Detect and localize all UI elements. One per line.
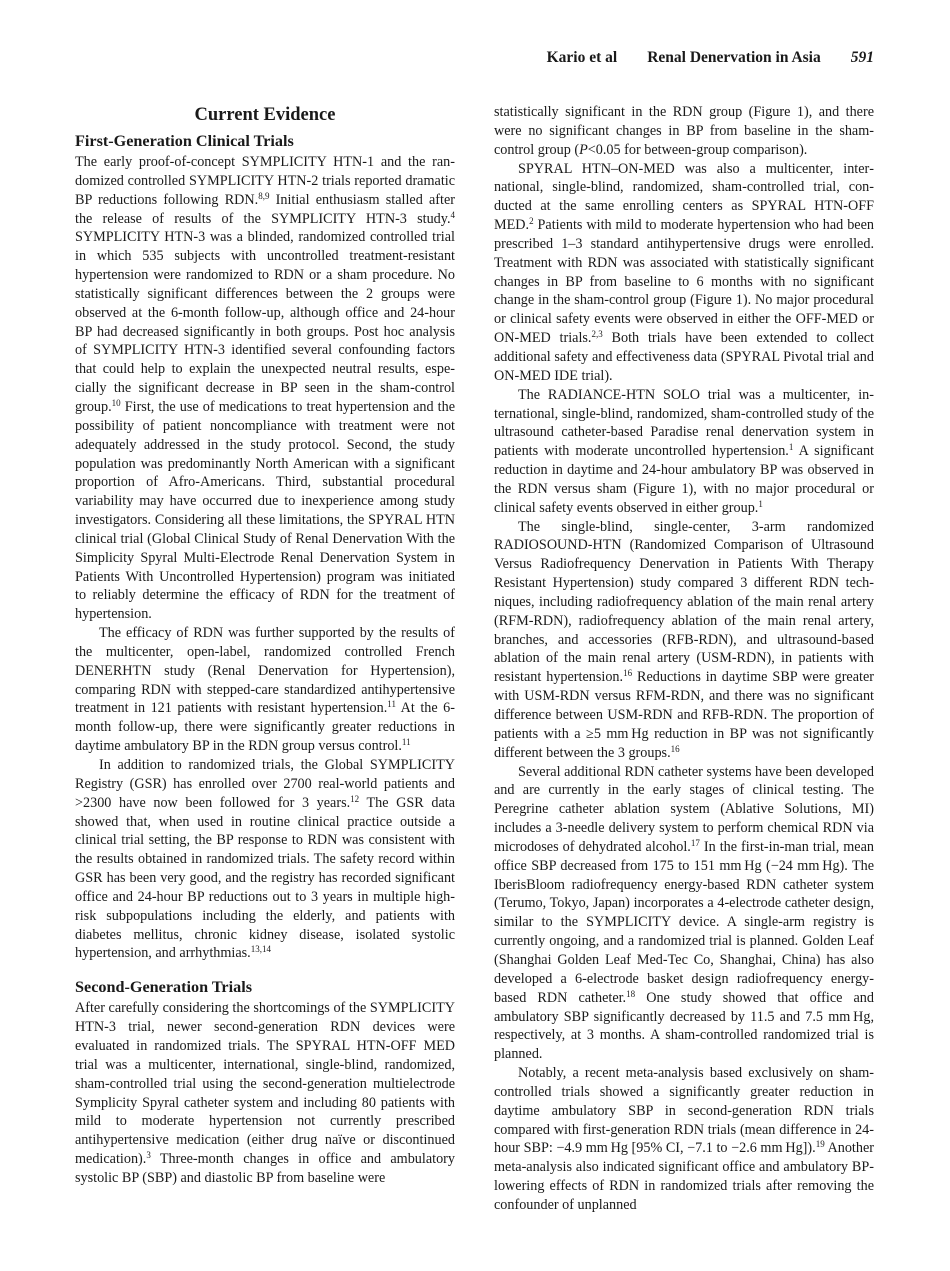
running-head-authors: Kario et al: [546, 49, 618, 66]
paragraph-radiosound-htn: The single-blind, single-center, 3-arm randomized RADIOSOUND-HTN (Randomized Comparison of Ultrasound Versus Radiofrequency Denervation in Patients With Therapy Resistant Hypertension) study compared 3 different RDN techniques, including radiofrequency ablation of the main renal artery (RFM-RDN), radiofrequency ablation of the main renal artery, branches, and accessories (RFB-RDN), and ultrasound-based ablation of the main renal artery (USM-RDN), in patients with resistant hypertension.$^{16}$ Reductions in daytime SBP were greater with USM-RDN versus RFM-RDN, and there was no significant difference between USM-RDN and RFB-RDN. The proportion of patients with a ≥5 mm Hg reduction in BP was not significantly different between the 3 groups.$^{16}$: [494, 518, 874, 761]
paragraph-spyral-off-med: After carefully considering the shortcomings of the SYMPLICITY HTN-3 trial, newer second-generation RDN devices were evaluated in randomized trials. The SPYRAL HTN-OFF MED trial was a multicenter, international, single-blind, randomized, sham-controlled trial using the second-generation multielectrode Symplicity Spyral catheter system and including 80 patients with mild to moderate hypertension not currently prescribed antihypertensive medication (either drug naïve or discontinued medication).$^3$ Three-month changes in office and ambulatory systolic BP (SBP) and diastolic BP from baseline were: [75, 1000, 455, 1186]
paragraph-denerhtn: The efficacy of RDN was further supported by the results of the multicenter, open-label, randomized controlled French DENERHTN study (Renal Denervation for Hypertension), comparing RDN with stepped-care standardized antihypertensive treatment in 121 patients with resistant hypertension.$^{11}$ At the 6-month follow-up, there were significantly greater reductions in daytime ambulatory BP in the RDN group versus control.$^{11}$: [75, 625, 455, 755]
right-column: [494, 103, 874, 1215]
running-head-title: Renal Denervation in Asia: [647, 49, 821, 66]
paragraph-spyral-on-med: SPYRAL HTN–ON-MED was also a multicenter, international, single-blind, randomized, sham-controlled trial, conducted at the same enrolling centers as SPYRAL HTN-OFF MED.$^2$ Patients with mild to moderate hypertension who had been prescribed 1–3 standard antihypertensive drugs were enrolled. Treatment with RDN was associated with statistically significant changes in BP from baseline to 6 months with no significant change in the sham-control group (Figure 1). No major procedural or clinical safety events were observed in either the OFF-MED or ON-MED trials.$^{2,3}$ Both trials have been extended to collect additional safety and effectiveness data (SPYRAL Pivotal trial and ON-MED IDE trial).: [494, 160, 874, 384]
section-title-current-evidence: Current Evidence: [194, 105, 336, 125]
paragraph-radiance-htn-solo: The RADIANCE-HTN SOLO trial was a multicenter, international, single-blind, randomized, sham-controlled study of the ultrasound catheter-based Paradise renal denervation system in patients with moderate uncontrolled hypertension.$^1$ A significant reduction in daytime and 24-hour ambulatory BP was observed in the RDN versus sham (Figure 1), with no major procedural or clinical safety events observed in either group.$^1$: [494, 386, 874, 516]
paragraph-gsr-registry: In addition to randomized trials, the Global SYMPLICITY Registry (GSR) has enrolled over 2700 real-world patients and >2300 have now been followed for 3 years.$^{12}$ The GSR data showed that, when used in routine clinical practice outside a clinical trial setting, the BP response to RDN was consistent with the results obtained in randomized trials. The safety record within GSR has been very good, and the registry has recorded significant office and 24-hour BP reductions out to 3 years in multiple high-risk subpopulations including the elderly, and patients with diabetes mellitus, chronic kidney disease, isolated systolic hypertension, and arrhythmias.$^{13,14}$: [75, 757, 455, 962]
paragraph-additional-catheters: Several additional RDN catheter systems have been developed and are currently in the early stages of clinical testing. The Peregrine catheter ablation system (Ablative Solutions, MI) includes a 3-needle delivery system to perform chemical RDN via microdoses of dehydrated alcohol.$^{17}$ In the first-in-man trial, mean office SBP decreased from 175 to 151 mm Hg (−24 mm Hg). The IberisBloom radiofrequency energy-based RDN catheter system (Terumo, Tokyo, Japan) incorporates a 4-electrode catheter design, similar to the SYMPLICITY device. A single-arm registry is currently ongoing, and a randomized trial is planned. Golden Leaf (Shanghai Golden Leaf Med-Tec Co, Shanghai, China) has also developed a 6-electrode basket design radiofrequency energy-based RDN catheter.$^{18}$ One study showed that office and ambulatory SBP significantly decreased by 11.5 and 7.5 mm Hg, respectively, at 3 months. A sham-controlled randomized trial is planned.: [494, 763, 874, 1063]
page-number: 591: [850, 49, 874, 66]
paragraph-spyral-off-med-continued: statistically significant in the RDN group (Figure 1), and there were no significant changes in BP from baseline in the sham-control group (P<0.05 for between-group comparison).: [494, 104, 874, 158]
subsection-title-second-generation: Second-Generation Trials: [75, 978, 253, 997]
paragraph-symplicity-trials: The early proof-of-concept SYMPLICITY HTN-1 and the randomized controlled SYMPLICITY HTN-2 trials reported dramatic BP reductions following RDN.$^{8,9}$ Initial enthusiasm stalled after the release of results of the SYMPLICITY HTN-3 study.$^4$ SYMPLICITY HTN-3 was a blinded, randomized controlled trial in which 535 subjects with uncontrolled treatment-resistant hypertension were randomized to RDN or a sham procedure. No statistically significant differences between the 2 groups were observed at the 6-month follow-up, although office and 24-hour BP had decreased significantly in both groups. Post hoc analysis of SYMPLICITY HTN-3 identified several confounding factors that could help to explain the unexpected neutral results, especially the significant decrease in BP seen in the sham-control group.$^{10}$ First, the use of medications to treat hypertension and the possibility of patient noncompliance with treatment were not adequately addressed in the study protocol. Second, the study population was predominantly North American with a significant proportion of Afro-Americans. Third, substantial procedural variability may have occurred due to inexperience among study investigators. Considering all these limitations, the SPYRAL HTN clinical trial (Global Clinical Study of Renal Denervation With the Simplicity Spyral Multi-Electrode Renal Denervation System in Patients With Uncontrolled Hypertension) program was initiated to reliably determine the efficacy of RDN for the treatment of hypertension.: [75, 154, 455, 623]
paragraph-meta-analysis: Notably, a recent meta-analysis based exclusively on sham-controlled trials showed a significantly greater reduction in daytime ambulatory SBP in second-generation RDN trials compared with first-generation RDN trials (mean difference in 24-hour SBP: −4.9 mm Hg [95% CI, −7.1 to −2.6 mm Hg]).$^{19}$ Another meta-analysis also indicated significant office and ambulatory BP-lowering effects of RDN in randomized trials after removing the confounder of unplanned: [494, 1065, 874, 1213]
subsection-title-first-generation: First-Generation Clinical Trials: [75, 132, 294, 150]
running-head: [547, 49, 874, 67]
left-column: [75, 103, 455, 1188]
